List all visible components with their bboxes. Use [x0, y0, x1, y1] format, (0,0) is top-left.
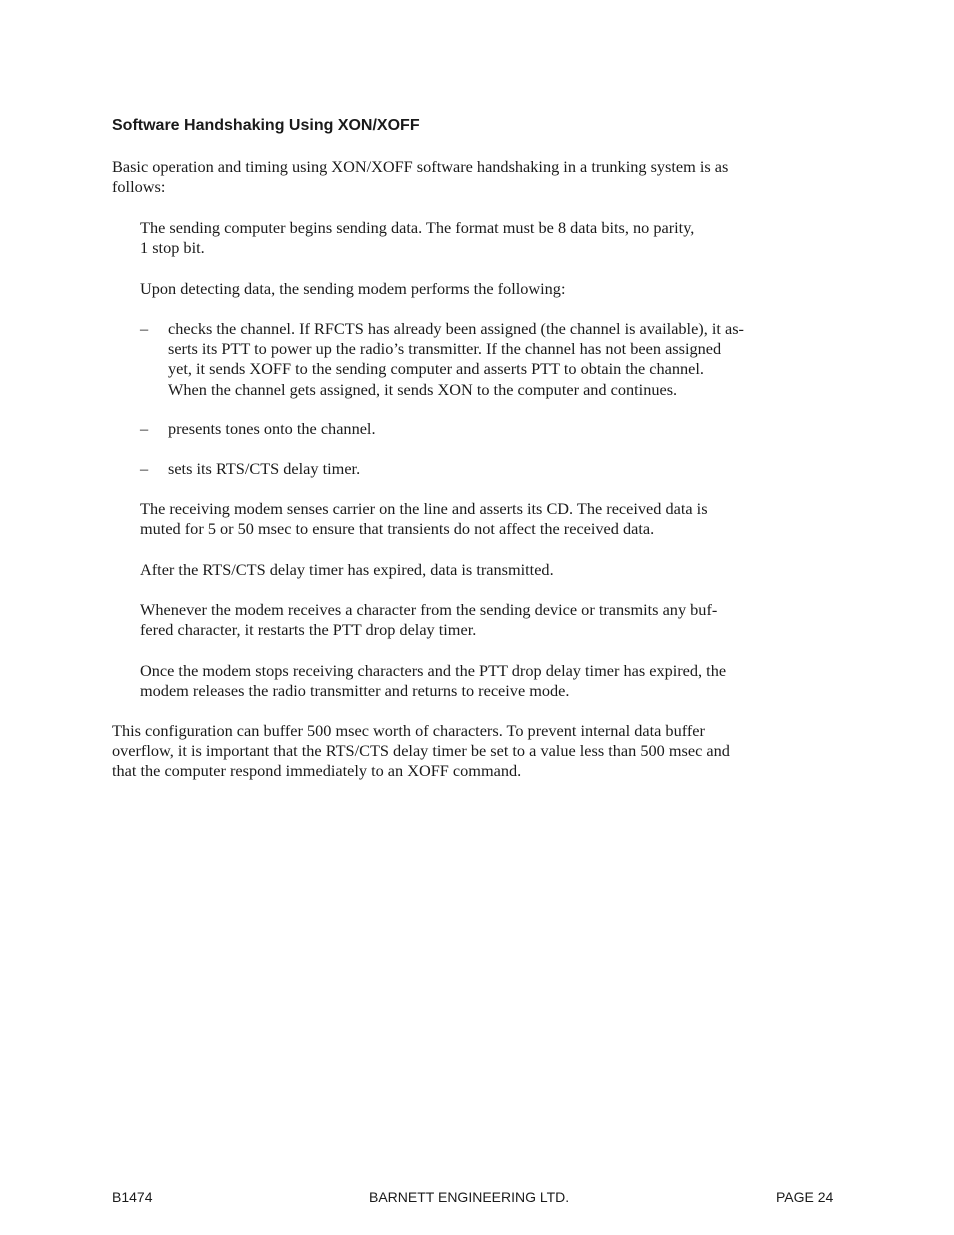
- bullet-dash: –: [140, 459, 149, 478]
- intro-paragraph: [112, 157, 728, 197]
- section-heading: Software Handshaking Using XON/XOFF: [112, 117, 420, 134]
- bullet-dash: –: [140, 319, 149, 338]
- bullet-item-set-timer: [168, 459, 360, 479]
- step-expire-paragraph: [140, 560, 554, 580]
- text-line: After the RTS/CTS delay timer has expired, data is transmitted.: [140, 560, 554, 579]
- text-line: overflow, it is important that the RTS/CTS delay timer be set to a value less than 500 msec and: [112, 741, 730, 761]
- text-line: fered character, it restarts the PTT drop delay timer.: [140, 620, 477, 640]
- text-line: Basic operation and timing using XON/XOFF software handshaking in a trunking system is as: [112, 157, 729, 176]
- text-line: When the channel gets assigned, it sends XON to the computer and continues.: [168, 379, 678, 399]
- footer-doc-id: B1474: [112, 1189, 153, 1205]
- text-line: sets its RTS/CTS delay timer.: [168, 459, 361, 478]
- text-line: follows:: [112, 177, 166, 197]
- footer-company: BARNETT ENGINEERING LTD.: [369, 1189, 570, 1205]
- bullet-item-check-channel: [168, 319, 744, 400]
- step-send-paragraph: [140, 218, 694, 258]
- text-line: checks the channel. If RFCTS has already been assigned (the channel is available), it as-: [168, 319, 744, 338]
- text-line: Once the modem stops receiving characters and the PTT drop delay timer has expired, the: [140, 661, 727, 680]
- step-receive-paragraph: [140, 499, 708, 539]
- footer-page-number: PAGE 24: [776, 1189, 834, 1205]
- text-line: Whenever the modem receives a character from the sending device or transmits any buf-: [140, 600, 718, 619]
- text-line: muted for 5 or 50 msec to ensure that transients do not affect the received data.: [140, 519, 655, 539]
- text-line: This configuration can buffer 500 msec worth of characters. To prevent internal data buffer: [112, 721, 705, 740]
- text-line: Upon detecting data, the sending modem performs the following:: [140, 279, 566, 298]
- bullet-dash: –: [140, 419, 149, 438]
- text-line: modem releases the radio transmitter and returns to receive mode.: [140, 681, 570, 701]
- text-line: 1 stop bit.: [140, 238, 205, 258]
- step-detect-paragraph: [140, 279, 565, 299]
- step-release-paragraph: [140, 661, 726, 701]
- text-line: serts its PTT to power up the radio’s transmitter. If the channel has not been assigned: [168, 339, 722, 359]
- text-line: that the computer respond immediately to an XOFF command.: [112, 761, 522, 781]
- text-line: The receiving modem senses carrier on the line and asserts its CD. The received data is: [140, 499, 708, 518]
- closing-paragraph: [112, 721, 730, 782]
- text-line: presents tones onto the channel.: [168, 419, 376, 438]
- step-restart-paragraph: [140, 600, 717, 640]
- bullet-item-present-tones: [168, 419, 376, 439]
- text-line: yet, it sends XOFF to the sending computer and asserts PTT to obtain the channel.: [168, 359, 704, 379]
- text-line: The sending computer begins sending data. The format must be 8 data bits, no parity,: [140, 218, 695, 237]
